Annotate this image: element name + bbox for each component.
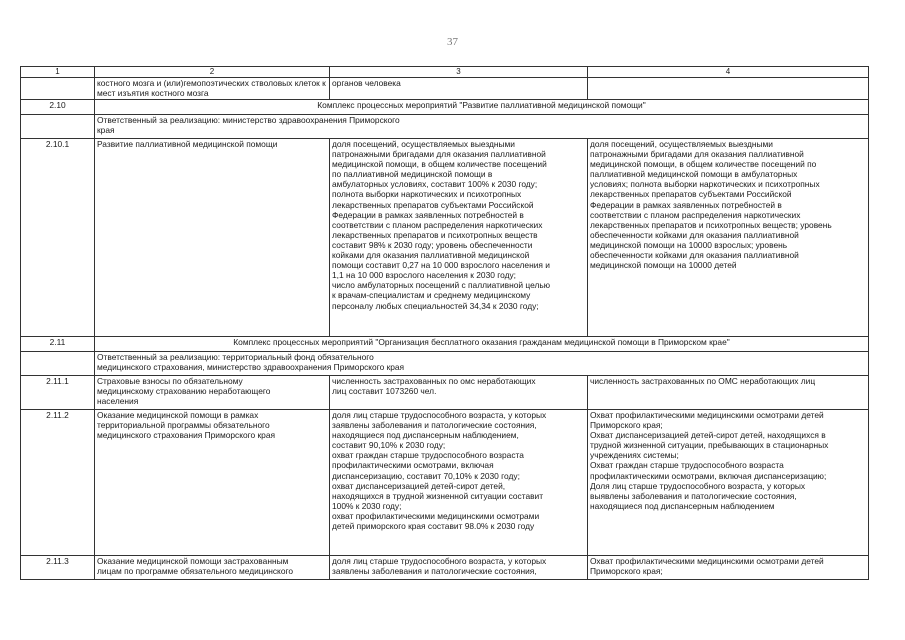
indicator-text: численность застрахованных по омс неработающих лиц составит 1073260 чел.	[330, 376, 588, 410]
indicator-text: доля лиц старше трудоспособного возраста, у которых заявлены заболевания и патологические состояния, находящиеся под диспансерным наблюдением, составит 90,10% к 2030 году; охват граждан старше трудоспособного возраста профилактическими осмотрами, включая диспансеризацию, составит 70,10% к 2030 году; охват диспансеризацией детей-сирот детей, находящихся в трудной жизненной ситуации составит 100% к 2030 году; охват профилактическими медицинскими осмотрами детей приморского края составит 98.0% к 2030 году	[330, 410, 588, 556]
section-row	[21, 100, 869, 115]
responsible-row	[21, 352, 869, 376]
page-number: 37	[447, 36, 458, 48]
header-col-2: 2	[95, 67, 330, 78]
section-title: Комплекс процессных мероприятий "Развитие паллиативной медицинской помощи"	[95, 100, 869, 115]
table-row	[21, 376, 869, 410]
row-number: 2.11.1	[21, 376, 95, 410]
result-text: доля посещений, осуществляемых выездными патронажными бригадами для оказания паллиативной медицинской помощи, в общем количестве посещений по паллиативной медицинской помощи в амбулаторных условиях; полнота выборки наркотических и психотропных лекарственных препаратов субъектами Российской Федерации в рамках заявленных потребностей в соответствии с планом распределения наркотических лекарственных препаратов и психотропных веществ; уровень обеспеченности койками для оказания паллиативной медицинской помощи на 10000 взрослых; уровень обеспеченности койками для оказания паллиативной медицинской помощи на 10000 детей	[588, 139, 869, 337]
header-col-4: 4	[588, 67, 869, 78]
measure-name: Оказание медицинской помощи в рамках территориальной программы обязательного медицинского страхования Приморского края	[95, 410, 330, 556]
section-row	[21, 337, 869, 352]
responsible-text: Ответственный за реализацию: министерство здравоохранения Приморского края	[95, 115, 869, 139]
header-col-3: 3	[330, 67, 588, 78]
measure-name: Оказание медицинской помощи застрахованным лицам по программе обязательного медицинского	[95, 556, 330, 580]
responsible-text: Ответственный за реализацию: территориальный фонд обязательного медицинского страхования, министерство здравоохранения Приморского края	[95, 352, 869, 376]
row-number: 2.10.1	[21, 139, 95, 337]
result-text: численность застрахованных по ОМС неработающих лиц	[588, 376, 869, 410]
table-row	[21, 410, 869, 556]
continuation-result	[588, 78, 869, 100]
section-number: 2.11	[21, 337, 95, 352]
indicator-text: доля лиц старше трудоспособного возраста, у которых заявлены заболевания и патологические состояния,	[330, 556, 588, 580]
continuation-name: костного мозга и (или)гемопоэтических стволовых клеток к мест изъятия костного мозга	[95, 78, 330, 100]
indicator-text: доля посещений, осуществляемых выездными патронажными бригадами для оказания паллиативной медицинской помощи, в общем количестве посещений по паллиативной медицинской помощи в амбулаторных условиях, составит 100% к 2030 году; полнота выборки наркотических и психотропных лекарственных препаратов субъектами Российской Федерации в рамках заявленных потребностей в соответствии с планом распределения наркотических лекарственных препаратов и психотропных веществ составит 98% к 2030 году; уровень обеспеченности койками для оказания паллиативной медицинской помощи составит 0,27 на 10 000 взрослого населения и 1,1 на 10 000 взрослого населения к 2030 году; число амбулаторных посещений с паллиативной целью к врачам-специалистам и среднему медицинскому персоналу любых специальностей 34,34 к 2030 году;	[330, 139, 588, 337]
result-text: Охват профилактическими медицинскими осмотрами детей Приморского края; Охват диспансеризацией детей-сирот детей, находящихся в трудной жизненной ситуации, пребывающих в стационарных учреждениях системы; Охват граждан старше трудоспособного возраста профилактическими осмотрами, включая диспансеризацию; Доля лиц старше трудоспособного возраста, у которых выявлены заболевания и патологические состояния, находящиеся под диспансерным наблюдением	[588, 410, 869, 556]
row-number: 2.11.3	[21, 556, 95, 580]
row-number: 2.11.2	[21, 410, 95, 556]
measure-name: Страховые взносы по обязательному медицинскому страхованию неработающего населения	[95, 376, 330, 410]
result-text: Охват профилактическими медицинскими осмотрами детей Приморского края;	[588, 556, 869, 580]
table-row	[21, 139, 869, 337]
responsible-row	[21, 115, 869, 139]
section-title: Комплекс процессных мероприятий "Организация бесплатного оказания гражданам медицинской помощи в Приморском крае"	[95, 337, 869, 352]
section-number: 2.10	[21, 100, 95, 115]
measure-name: Развитие паллиативной медицинской помощи	[95, 139, 330, 337]
header-col-1: 1	[21, 67, 95, 78]
header-row	[21, 67, 869, 78]
continuation-indicator: органов человека	[330, 78, 588, 100]
measures-table	[20, 66, 869, 580]
table-row	[21, 556, 869, 580]
continuation-row	[21, 78, 869, 100]
